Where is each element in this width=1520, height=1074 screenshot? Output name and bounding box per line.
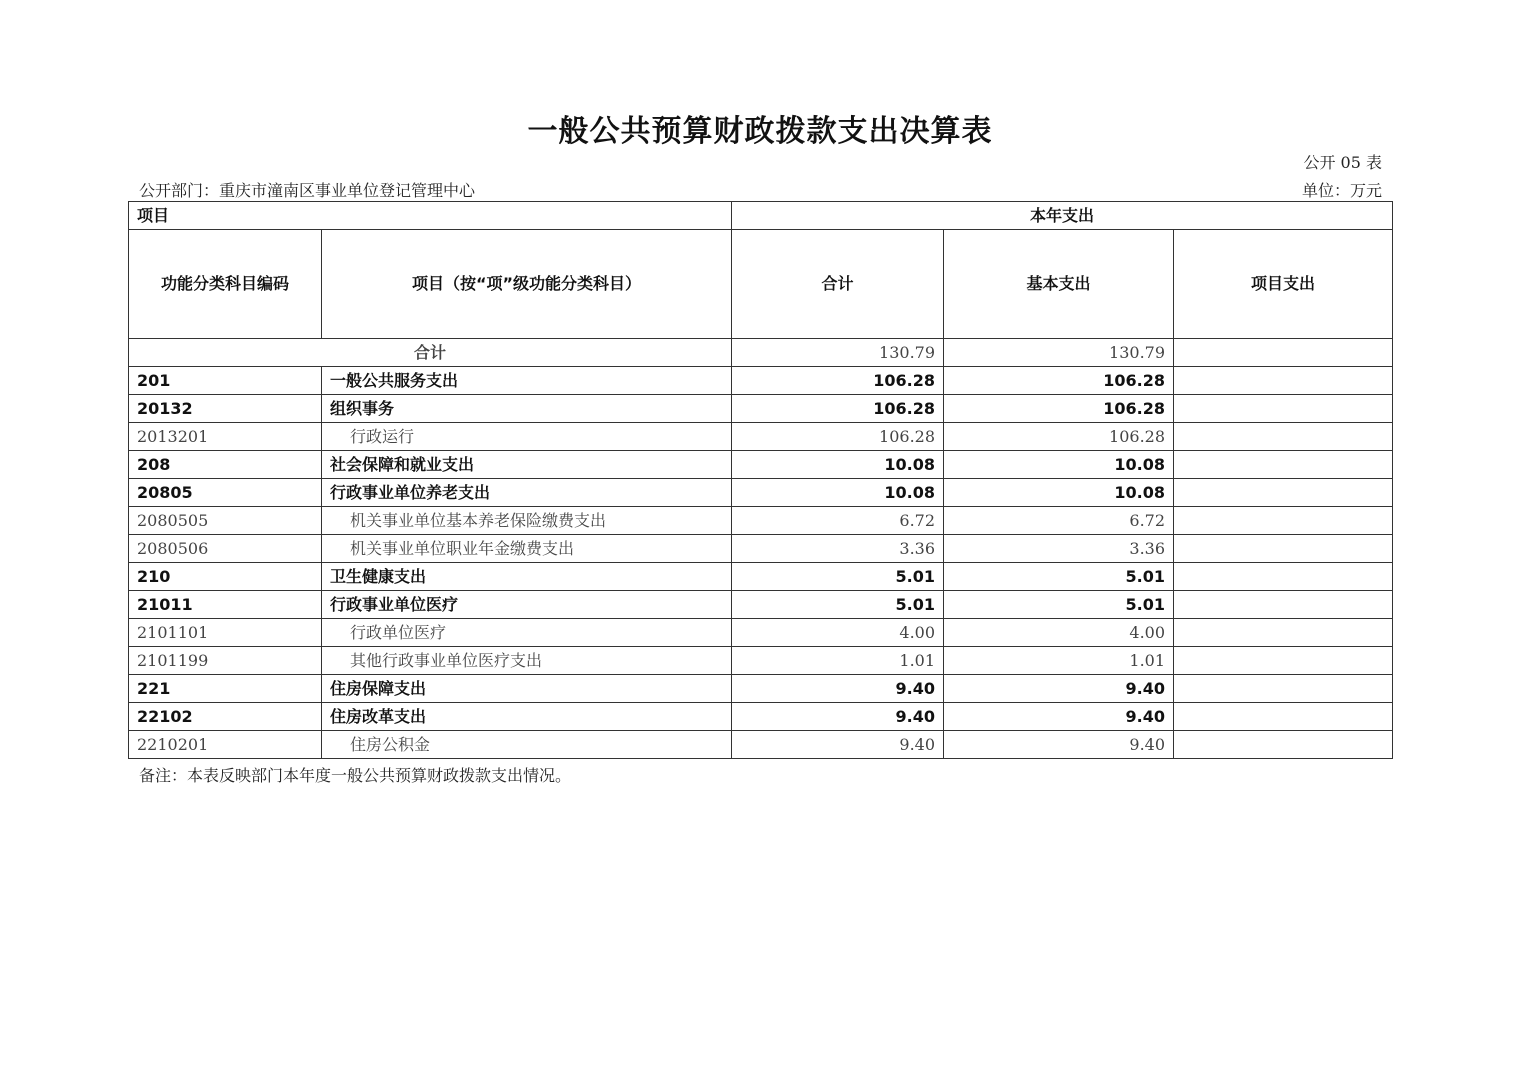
row-name: 社会保障和就业支出 <box>322 451 732 479</box>
total-project <box>1174 339 1393 367</box>
row-total: 5.01 <box>732 563 944 591</box>
row-code: 210 <box>129 563 322 591</box>
row-total: 5.01 <box>732 591 944 619</box>
row-project <box>1174 563 1393 591</box>
total-basic: 130.79 <box>944 339 1174 367</box>
total-amount: 130.79 <box>732 339 944 367</box>
row-code: 2101101 <box>129 619 322 647</box>
page-title: 一般公共预算财政拨款支出决算表 <box>527 114 993 149</box>
table-row <box>129 395 1393 423</box>
row-basic: 9.40 <box>944 675 1174 703</box>
header-project-expense: 项目支出 <box>1174 230 1393 339</box>
row-name: 行政运行 <box>322 423 732 451</box>
row-project <box>1174 619 1393 647</box>
table-row <box>129 451 1393 479</box>
row-total: 10.08 <box>732 451 944 479</box>
row-total: 9.40 <box>732 703 944 731</box>
row-code: 201 <box>129 367 322 395</box>
header-code: 功能分类科目编码 <box>129 230 322 339</box>
row-project <box>1174 591 1393 619</box>
row-total: 4.00 <box>732 619 944 647</box>
total-row <box>129 339 1393 367</box>
row-total: 10.08 <box>732 479 944 507</box>
table-row <box>129 563 1393 591</box>
row-code: 2080505 <box>129 507 322 535</box>
row-total: 1.01 <box>732 647 944 675</box>
row-basic: 9.40 <box>944 731 1174 759</box>
row-basic: 9.40 <box>944 703 1174 731</box>
row-project <box>1174 507 1393 535</box>
row-total: 106.28 <box>732 423 944 451</box>
row-project <box>1174 703 1393 731</box>
header-basic: 基本支出 <box>944 230 1174 339</box>
header-item: 项目（按“项”级功能分类科目） <box>322 230 732 339</box>
row-name: 住房改革支出 <box>322 703 732 731</box>
row-total: 106.28 <box>732 367 944 395</box>
row-project <box>1174 367 1393 395</box>
row-name: 机关事业单位职业年金缴费支出 <box>322 535 732 563</box>
row-code: 2080506 <box>129 535 322 563</box>
budget-table <box>128 201 1393 759</box>
row-basic: 10.08 <box>944 451 1174 479</box>
department-label: 公开部门：重庆市潼南区事业单位登记管理中心 <box>139 181 476 200</box>
row-project <box>1174 479 1393 507</box>
row-basic: 5.01 <box>944 591 1174 619</box>
row-project <box>1174 647 1393 675</box>
row-basic: 5.01 <box>944 563 1174 591</box>
row-code: 221 <box>129 675 322 703</box>
row-project <box>1174 731 1393 759</box>
row-basic: 106.28 <box>944 395 1174 423</box>
row-project <box>1174 395 1393 423</box>
row-name: 住房公积金 <box>322 731 732 759</box>
row-code: 2101199 <box>129 647 322 675</box>
row-total: 106.28 <box>732 395 944 423</box>
row-project <box>1174 535 1393 563</box>
form-number: 公开 05 表 <box>1303 153 1382 172</box>
row-name: 行政事业单位医疗 <box>322 591 732 619</box>
table-row <box>129 479 1393 507</box>
row-code: 20132 <box>129 395 322 423</box>
row-basic: 10.08 <box>944 479 1174 507</box>
row-total: 9.40 <box>732 675 944 703</box>
row-name: 行政单位医疗 <box>322 619 732 647</box>
unit-label: 单位：万元 <box>1301 181 1382 200</box>
row-code: 2210201 <box>129 731 322 759</box>
row-project <box>1174 423 1393 451</box>
row-basic: 1.01 <box>944 647 1174 675</box>
footnote: 备注：本表反映部门本年度一般公共预算财政拨款支出情况。 <box>139 766 572 785</box>
row-basic: 6.72 <box>944 507 1174 535</box>
table-row <box>129 675 1393 703</box>
row-code: 20805 <box>129 479 322 507</box>
table-row <box>129 647 1393 675</box>
table-row <box>129 591 1393 619</box>
table-row <box>129 703 1393 731</box>
row-total: 3.36 <box>732 535 944 563</box>
row-name: 机关事业单位基本养老保险缴费支出 <box>322 507 732 535</box>
row-name: 行政事业单位养老支出 <box>322 479 732 507</box>
header-row-2 <box>129 230 1393 339</box>
row-name: 其他行政事业单位医疗支出 <box>322 647 732 675</box>
row-total: 9.40 <box>732 731 944 759</box>
table-row <box>129 535 1393 563</box>
table-row <box>129 619 1393 647</box>
row-code: 2013201 <box>129 423 322 451</box>
row-project <box>1174 451 1393 479</box>
row-name: 住房保障支出 <box>322 675 732 703</box>
total-label: 合计 <box>129 339 732 367</box>
row-total: 6.72 <box>732 507 944 535</box>
row-code: 208 <box>129 451 322 479</box>
row-name: 卫生健康支出 <box>322 563 732 591</box>
header-project: 项目 <box>129 202 732 230</box>
row-project <box>1174 675 1393 703</box>
table-row <box>129 507 1393 535</box>
row-name: 一般公共服务支出 <box>322 367 732 395</box>
row-basic: 106.28 <box>944 367 1174 395</box>
header-row-1 <box>129 202 1393 230</box>
header-total: 合计 <box>732 230 944 339</box>
table-row <box>129 423 1393 451</box>
row-basic: 4.00 <box>944 619 1174 647</box>
row-name: 组织事务 <box>322 395 732 423</box>
table-row <box>129 731 1393 759</box>
row-basic: 106.28 <box>944 423 1174 451</box>
row-basic: 3.36 <box>944 535 1174 563</box>
row-code: 22102 <box>129 703 322 731</box>
row-code: 21011 <box>129 591 322 619</box>
table-row <box>129 367 1393 395</box>
header-current-year: 本年支出 <box>732 202 1393 230</box>
